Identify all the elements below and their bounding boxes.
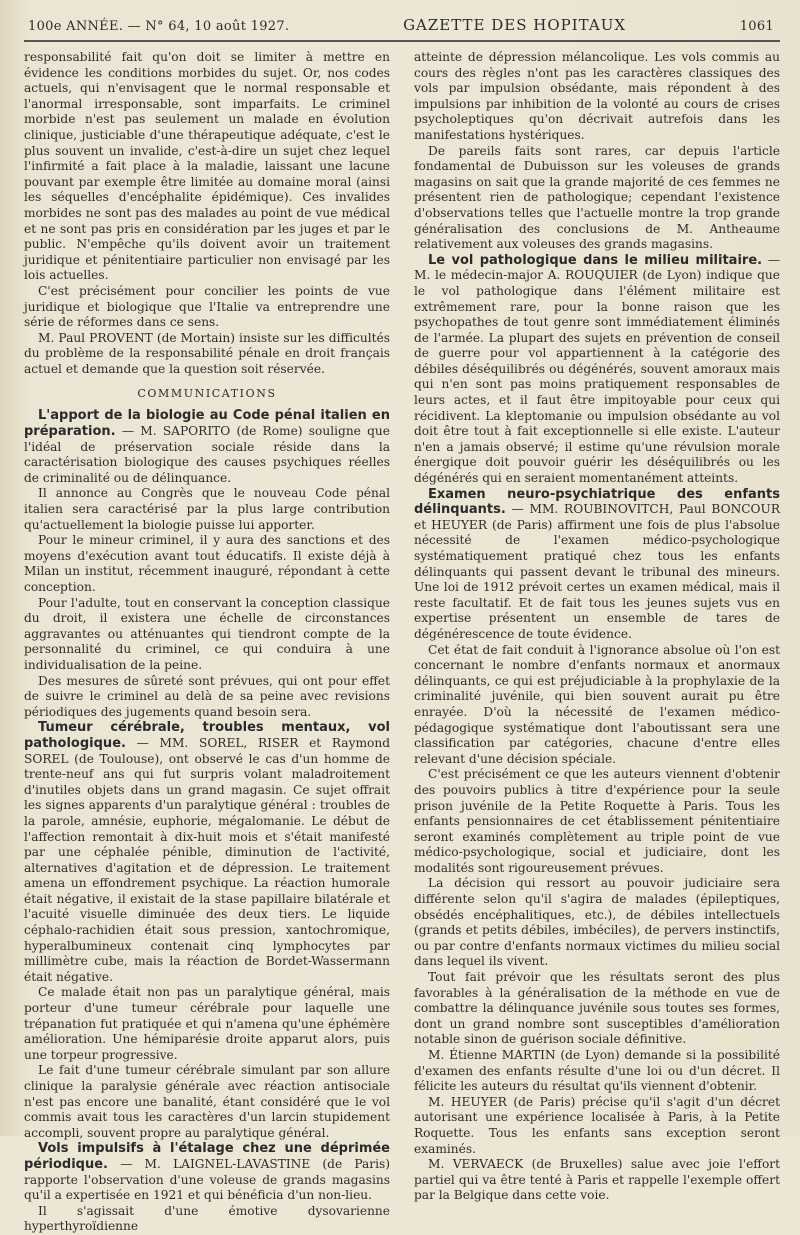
paragraph: Il s'agissait d'une émotive dysovarienne hyperthyroïdienne [24, 1203, 390, 1234]
paragraph: Cet état de fait conduit à l'ignorance absolue où l'on est concernant le nombre d'enfants normaux et anormaux délinquants, ce qui est préjudiciable à la prophylaxie de la criminalité juvénile, qui bien souvent aurait pu être enrayée. D'où la nécessité de l'examen médico-pédagogique systématique dont l'aboutissant sera une classification par catégories, chacune d'entre elles relevant d'une décision spéciale. [414, 642, 780, 766]
article-lead: — M. le médecin-major A. ROUQUIER (de Lyon) indique que le vol pathologique dans l'élément militaire est extrêmement rare, pour la bonne raison que les psychopathes de tout genre sont immédiatement éliminés de l'armée. La plupart des sujets en prévention de conseil de guerre pour vol appartiennent à la catégorie des débiles déséquilibrés ou dégénérés, souvent amoraux mais qui n'en sont pas moins pratiquement responsables de leurs actes, et il faut être impitoyable pour ceux qui récidivent. La kleptomanie ou impulsion obsédante au vol doit être tout à fait exceptionnelle si elle existe. L'auteur n'en a jamais observé; il estime qu'une révulsion morale énergique doit pouvoir guérir les déséquilibrés ou les dégénérés qui en seraient momentanément atteints. [414, 252, 780, 486]
article-title: Le vol pathologique dans le milieu militaire. [428, 252, 763, 268]
article-paragraph [24, 720, 390, 985]
paragraph: Pour l'adulte, tout en conservant la conception classique du droit, il existera une échelle de circonstances aggravantes ou atténuantes qui tiendront compte de la personnalité du criminel, ce qui conduira à une individualisation de la peine. [24, 595, 390, 672]
article-paragraph [24, 408, 390, 486]
paragraph: Le fait d'une tumeur cérébrale simulant par son allure clinique la paralysie générale avec réaction antisociale n'est pas encore une banalité, étant considéré que le vol commis avait tous les caractères d'un larcin stupidement accompli, souvent propre au paralytique général. [24, 1063, 390, 1140]
paragraph: De pareils faits sont rares, car depuis l'article fondamental de Dubuisson sur les voleuses de grands magasins on sait que la grande majorité de ces femmes ne présentent rien de pathologique; cependant l'existence d'observations telles que l'actuelle montre la trop grande généralisation des conclusions de M. Antheaume relativement aux voleuses des grands magasins. [414, 143, 780, 252]
paragraph: Tout fait prévoir que les résultats seront des plus favorables à la généralisation de la méthode en vue de combattre la délinquance juvénile sous toutes ses formes, dont un grand nombre sont susceptibles d'amélioration notable sinon de guérison sociale définitive. [414, 970, 780, 1047]
column-right [414, 50, 780, 1235]
paragraph: Des mesures de sûreté sont prévues, qui ont pour effet de suivre le criminel au delà de sa peine avec revisions périodiques des jugements quand besoin sera. [24, 673, 390, 719]
paragraph: Ce malade était non pas un paralytique général, mais porteur d'une tumeur cérébrale pour laquelle une trépanation fut pratiquée et qui n'amena qu'une éphémère amélioration. Une hémiparésie droite apparut alors, puis une torpeur progressive. [24, 985, 390, 1062]
paragraph: M. VERVAECK (de Bruxelles) salue avec joie l'effort partiel qui va être tenté à Paris et rappelle l'exemple offert par la Belgique dans cette voie. [414, 1157, 780, 1203]
article-lead: — M. SAPORITO (de Rome) souligne que l'idéal de préservation sociale réside dans la caractérisation biologique des causes psychiques réelles de criminalité ou de délinquance. [24, 424, 390, 485]
paragraph: responsabilité fait qu'on doit se limiter à mettre en évidence les conditions morbides du sujet. Or, nos codes actuels, qui n'envisagent que le normal responsable et l'anormal irresponsable, sont imparfaits. Le criminel morbide n'est pas seulement un malade en évolution clinique, justiciable d'une thérapeutique adéquate, c'est le plus souvent un invalide, c'est-à-dire un sujet chez lequel l'infirmité a fait place à la maladie, laissant une lacune pouvant par exemple être limitée au domaine moral (ainsi les séquelles d'encéphalite épidémique). Ces invalides morbides ne sont pas des malades au point de vue médical et ne sont pas pris en considération par les juges et par le public. N'empêche qu'ils doivent avoir un traitement juridique et pénitentiaire particulier non envisagé par les lois actuelles. [24, 50, 390, 283]
page-number: 1061 [739, 19, 774, 34]
running-head [24, 16, 780, 34]
journal-title: GAZETTE DES HOPITAUX [403, 16, 627, 34]
paragraph: Pour le mineur criminel, il y aura des sanctions et des moyens d'exécution avant tout éducatifs. Il existe déjà à Milan un institut, récemment inauguré, répondant à cette conception. [24, 533, 390, 594]
article-paragraph [414, 487, 780, 643]
paragraph: La décision qui ressort au pouvoir judiciaire sera différente selon qu'il s'agira de malades (épileptiques, obsédés encéphalitiques, etc.), de débiles intellectuels (grands et petits débiles, imbéciles), de pervers instinctifs, ou par contre d'enfants normaux victimes du milieu social dans lequel ils vivent. [414, 876, 780, 969]
paragraph: atteinte de dépression mélancolique. Les vols commis au cours des règles n'ont pas les caractères classiques des vols par impulsion obsédante, mais répondent à des impulsions par inhibition de la volonté au cours de crises psycholeptiques qu'on décrivait autrefois dans les manifestations hystériques. [414, 50, 780, 142]
paragraph: Il annonce au Congrès que le nouveau Code pénal italien sera caractérisé par la plus large contribution qu'actuellement la biologie puisse lui apporter. [24, 486, 390, 532]
article-lead: — MM. SOREL, RISER et Raymond SOREL (de Toulouse), ont observé le cas d'un homme de trente-neuf ans qui fut surpris volant maladroitement d'inutiles objets dans un grand magasin. Ce sujet offrait les signes apparents d'un paralytique général : troubles de la parole, amnésie, euphorie, mégalomanie. Le début de l'affection remontait à dix-huit mois et s'était manifesté par une céphalée pénible, diminution de l'activité, alternatives d'agitation et de dépression. Le traitement amena un effondrement psychique. La réaction humorale était négative, il existait de la stase papillaire bilatérale et l'acuité visuelle diminuée des deux tiers. Le liquide céphalo-rachidien était sous pression, xantochromique, hyperalbumineux contenait cinq lymphocytes par millimètre cube, mais la réaction de Bordet-Wassermann était négative. [24, 735, 391, 984]
paragraph: M. Paul PROVENT (de Mortain) insiste sur les difficultés du problème de la responsabilité pénale en droit français actuel et demande que la question soit réservée. [24, 330, 390, 376]
article-paragraph [24, 1141, 390, 1203]
article-title: Vols impulsifs à l'étalage chez une déprimée périodique. [24, 1141, 390, 1172]
paragraph: C'est précisément pour concilier les points de vue juridique et biologique que l'Italie va entreprendre une série de réformes dans ce sens. [24, 283, 390, 330]
paragraph: C'est précisément ce que les auteurs viennent d'obtenir des pouvoirs publics à titre d'expérience pour la seule prison juvénile de la Petite Roquette à Paris. Tous les enfants pensionnaires de cet établissement pénitentiaire seront examinés complètement au triple point de vue médico-psychologique, social et judiciaire, dont les modalités sont rigoureusement prévues. [414, 767, 780, 875]
article-paragraph [414, 253, 780, 487]
section-label: COMMUNICATIONS [137, 387, 277, 401]
text-columns [24, 50, 780, 1235]
column-left [24, 50, 390, 1235]
issue-line: 100e ANNÉE. — N° 64, 10 août 1927. [28, 19, 290, 34]
article-title: L'apport de la biologie au Code pénal italien en préparation. [24, 408, 390, 440]
article-title: Tumeur cérébrale, troubles mentaux, vol pathologique. [24, 720, 390, 751]
article-lead: — M. LAIGNEL-LAVASTINE (de Paris) rapporte l'observation d'une voleuse de grands magasins qu'il a expertisée en 1921 et qui bénéficia d'un non-lieu. [24, 1156, 391, 1203]
header-rule [24, 40, 780, 42]
article-title: Examen neuro-psychiatrique des enfants délinquants. [414, 486, 780, 518]
article-lead: — MM. ROUBINOVITCH, Paul BONCOUR et HEUYER (de Paris) affirment une fois de plus l'absolue nécessité de l'examen médico-psychologique systématiquement pratiqué chez tous les enfants délinquants qui passent devant le tribunal des mineurs. Une loi de 1912 prévoit certes un examen médical, mais il reste facultatif. Et de fait tous les jeunes sujets vus en expertise présentent un ensemble de tares de dégénérescence de toute évidence. [414, 502, 781, 641]
paragraph: M. HEUYER (de Paris) précise qu'il s'agit d'un décret autorisant une expérience localisée à Paris, à la Petite Roquette. Tous les enfants sans exception seront examinés. [414, 1094, 780, 1156]
paragraph: M. Étienne MARTIN (de Lyon) demande si la possibilité d'examen des enfants résulte d'une loi ou d'un décret. Il félicite les auteurs du résultat qu'ils viennent d'obtenir. [414, 1048, 780, 1094]
